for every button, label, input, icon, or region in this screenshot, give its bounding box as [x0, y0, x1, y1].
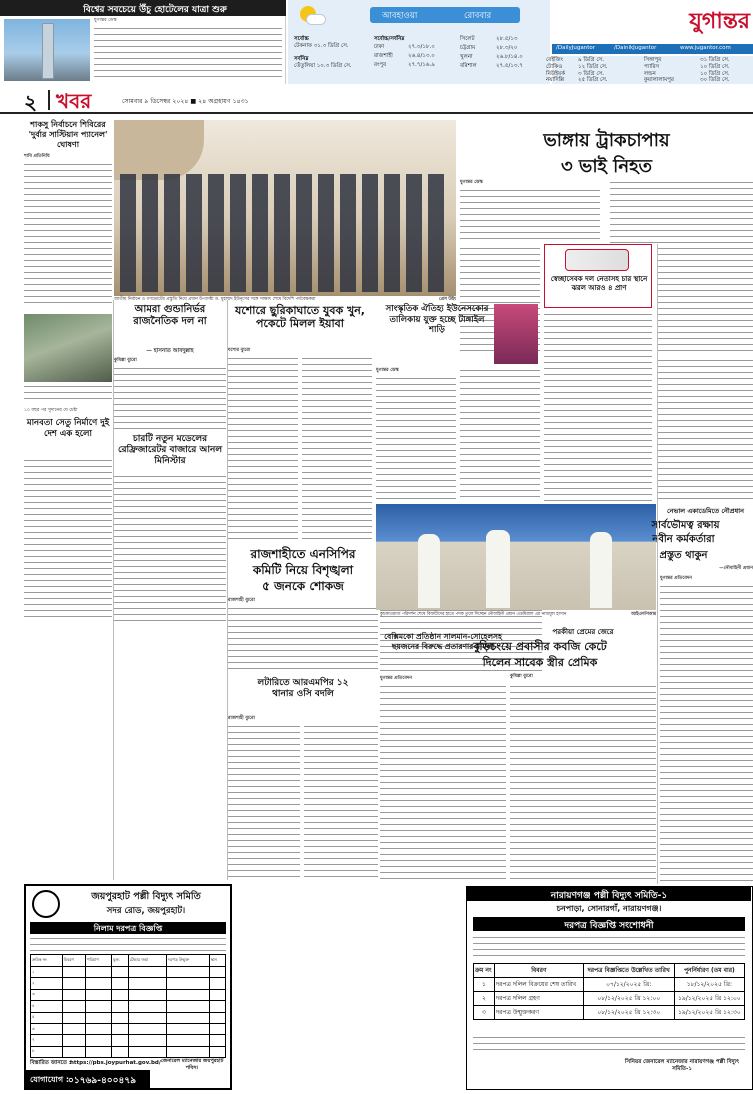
fridge-story [114, 432, 226, 628]
ng-table-header: দরপত্র বিজ্ঞপ্তিতে উল্লেখিত তারিখ [583, 964, 674, 978]
ad-row-no: ৬ [31, 1023, 63, 1034]
lover-kicker: পরকীয়া প্রেমের জেরে [552, 628, 614, 636]
tangail-text-b [460, 368, 540, 502]
politics-quote: — হাসনাত আবদুল্লাহ [146, 348, 194, 354]
city-temp: ২৭.৭/১৬.৯ [408, 62, 435, 68]
lottery-credit: রাজশাহী ব্যুরো [228, 716, 255, 721]
lottery-headline: লটারিতে আরএমপির ১২ থানার ওসি বদলি [257, 678, 349, 699]
website-link[interactable]: www.jugantor.com [680, 45, 731, 51]
weather-panel [288, 0, 550, 84]
saree-photo [494, 304, 538, 364]
lottery-text-b [304, 724, 378, 880]
city-temp: ২৬.৪/১৩.০ [408, 53, 435, 59]
promo-text [94, 26, 282, 80]
city-name: বরিশাল [460, 63, 477, 69]
ng-notice: দরপত্র বিজ্ঞপ্তি সংশোধনী [564, 921, 654, 931]
navy-text [660, 584, 753, 884]
column-rule [227, 300, 228, 880]
world-temp: ১০ ডিগ্রি সে. [700, 71, 730, 77]
politics-credit: কুমিল্লা ব্যুরো [114, 358, 137, 363]
lead-photo-caption: জাতীয় নির্বাচন ও গণভোটের প্রস্তুতি নিয়ে প্রধান উপদেষ্টা ড. মুহাম্মদ ইউনূসের সঙ্গে সাক্ষাৎ শেষে বিদেশি পর্যবেক্ষকরা [114, 297, 316, 302]
weather-day: রোববার [464, 11, 492, 21]
ng-org: নারায়ণগঞ্জ পল্লী বিদ্যুৎ সমিতি-১ [550, 891, 668, 901]
twitter-link[interactable]: /DainikJugantor [614, 45, 657, 51]
left-story-byline: শাবি প্রতিনিধি [24, 154, 50, 159]
politics-text [114, 366, 226, 430]
city-name: চট্টগ্রাম [460, 45, 476, 51]
world-temp: ৩১ ডিগ্রি সে. [700, 57, 730, 63]
extreme-value-min: তেঁতুলিয়া ১০.৩ ডিগ্রি সে. [294, 63, 352, 69]
ng-row-no: ১ [474, 978, 495, 992]
ad-details-label: বিস্তারিত জানতে : [30, 1060, 72, 1066]
ad-notice-bar [30, 922, 226, 934]
promo-credit: যুগান্তর ডেস্ক [94, 18, 117, 23]
ad-row-no: ১ [31, 967, 63, 978]
world-temp: ১২ ডিগ্রি সে. [578, 64, 608, 70]
ambulance-icon [565, 249, 629, 271]
header-divider [48, 90, 50, 110]
city-name: সিলেট [460, 36, 475, 42]
ad-table-header: দরপত্র উন্মুক্ত [166, 955, 209, 967]
city-name: রাজশাহী [374, 53, 393, 59]
jessore-credit: যশোর ব্যুরো [228, 348, 251, 353]
rajshahi-headline-3: ৫ জনকে শোকজ [262, 579, 344, 593]
lead-photo [114, 120, 456, 296]
navy-photo-caption: কুচকাওয়াজ পরিদর্শন শেষে বিজয়ীদের হাতে পদক তুলে দিচ্ছেন নৌবাহিনী প্রধান এডমিরাল এম নাজমুল হাসান [380, 612, 567, 617]
salman-headline: বেক্সিমকো প্রতিষ্ঠান সালমান-সোহেলসহ ছয়জনের বিরুদ্ধে প্রতারণার মামলা [384, 632, 502, 651]
world-weather [546, 56, 753, 84]
ng-intro [473, 935, 745, 959]
ng-row-old: ০৭/১২/২০২৫ খ্রি: [583, 978, 674, 992]
ad-table-header: ক্রমিক নং [31, 955, 63, 967]
city-name: খুলনা [460, 54, 473, 60]
rajshahi-story [228, 544, 378, 674]
joypurhat-ad [24, 884, 232, 1090]
facebook-link[interactable]: /DailyJugantor [556, 45, 596, 51]
ng-row-new: ১৯/১২/২০২৫ খ্রি ১২:৩০ [674, 1006, 744, 1020]
navy-photo-credit: আইএসপিআর [631, 612, 656, 617]
extreme-label-min: সর্বনিম্ন [294, 56, 309, 62]
tangail-story [376, 302, 540, 502]
salman-credit: যুগান্তর প্রতিবেদন [380, 676, 413, 681]
promo-title-bar [0, 0, 286, 16]
lover-credit: কুমিল্লা ব্যুরো [510, 674, 533, 679]
social-bar [552, 44, 753, 54]
world-city: নয়াদিল্লি [546, 77, 565, 83]
ng-notice-bar [473, 917, 745, 931]
city-temp: ২৮.৩/২০ [496, 45, 518, 51]
navy-credit: যুগান্তর প্রতিবেদন [660, 576, 693, 581]
staircase-shape [114, 120, 204, 180]
world-temp: ৩ ডিগ্রি সে. [578, 71, 605, 77]
bridge-kicker: ১০ বছর পর সুদানের যে চেষ্টা [24, 408, 78, 413]
ad-table [30, 954, 226, 1058]
section-name: খবর [56, 89, 92, 113]
pbs-logo-icon [32, 890, 60, 918]
fridge-headline: চারটি নতুন মডেলের রেফ্রিজারেটর বাজারে আনল মিনিস্টার [117, 434, 223, 466]
ad-header-bar [467, 887, 751, 901]
extreme-label-max: সর্বোচ্চ [294, 36, 309, 42]
ng-table [473, 963, 745, 1020]
lover-text [510, 684, 656, 884]
city-name: রংপুর [374, 62, 387, 68]
navy-headline-3: নবীন কর্মকর্তারা [652, 534, 715, 545]
salman-text [380, 684, 506, 880]
ng-footer-text [473, 1035, 745, 1051]
fridge-text [114, 474, 226, 624]
weather-tab [370, 7, 520, 23]
tangail-text-a [376, 376, 456, 502]
city-temp: ২৮.৫/১৩ [496, 36, 518, 42]
ad-row-no: ৩ [31, 989, 63, 1000]
top-promo [0, 0, 286, 84]
lover-story [473, 624, 656, 884]
world-temp: ৯ ডিগ্রি সে. [578, 57, 604, 63]
ng-row-old: ০৮/১২/২০২৫ খ্রি ১২:৩০ [583, 1006, 674, 1020]
ng-row-item: দরপত্র উন্মুক্তকরণ [495, 1006, 584, 1020]
navy-headline-1: নেভাল একাডেমিতে নৌপ্রধান [667, 507, 744, 515]
navy-quote: —নৌবাহিনী প্রধান [719, 566, 753, 571]
accident-title: স্বেচ্ছাসেবক দল নেতাসহ চার স্থানে ঝরল আরও ৪ প্রাণ [550, 275, 648, 292]
ng-row-old: ০৮/১২/২০২৫ খ্রি ১২:০০ [583, 992, 674, 1006]
jessore-text-a [228, 356, 298, 542]
officer-1 [418, 534, 440, 608]
jessore-headline: যশোরে ছুরিকাঘাতে যুবক খুন, পকেটে মিলল ইয়াবা [235, 304, 365, 330]
left-story-title: শাকসু নির্বাচনে শিবিরের 'দুর্বার সাস্টিয়ান প্যানেল' ঘোষণা [28, 120, 108, 149]
tangail-credit: যুগান্তর ডেস্ক [376, 368, 399, 373]
people-group [120, 174, 450, 292]
officer-2 [486, 530, 510, 608]
left-story [24, 120, 112, 310]
ad-contact-label: যোগাযোগ : [30, 1075, 70, 1084]
ng-row-item: দরপত্র দলিল গ্রহণ [495, 992, 584, 1006]
promo-title: বিশ্বের সবচেয়ে উঁচু হোটেলের যাত্রা শুরু [83, 5, 227, 15]
truck-headline-1: ভাঙ্গায় ট্রাকচাপায় [543, 130, 670, 151]
ad-contact-bar [26, 1070, 150, 1088]
truck-text-col2 [610, 180, 753, 244]
ng-row-no: ৩ [474, 1006, 495, 1020]
weather-label: আবহাওয়া [382, 11, 418, 21]
column-rule [113, 300, 114, 880]
rajshahi-credit: রাজশাহী ব্যুরো [228, 598, 255, 603]
world-temp: ২৫ ডিগ্রি সে. [578, 77, 608, 83]
hotel-photo [4, 19, 90, 81]
world-city: নিউইয়র্ক [546, 71, 566, 77]
ad-signer: জেনারেল ম্যানেজার জয়পুরহাট পবিস। [160, 1058, 224, 1071]
world-city: সিঙ্গাপুর [644, 57, 662, 63]
rajshahi-headline-1: রাজশাহীতে এনসিপির [250, 547, 356, 561]
city-temp: ২৭.৫/১৩.৭ [496, 63, 523, 69]
politics-headline: আমরা গুন্ডানির্ভর রাজনৈতিক দল না [133, 304, 207, 327]
page-date: সোমবার ৯ ডিসেম্বর ২০২৪ ■ ২৪ অগ্রহায়ণ ১৪৩১ [122, 98, 249, 105]
ad-notice: নিলাম দরপত্র বিজ্ঞপ্তি [93, 924, 163, 933]
ng-table-header: ক্রম নং [474, 964, 495, 978]
ad-row-no: ৫ [31, 1012, 63, 1023]
truck-credit: যুগান্তর ডেস্ক [460, 180, 483, 185]
truck-text-col1 [460, 188, 600, 244]
navy-headline-2: সার্বভৌমত্ব রক্ষায় [651, 520, 720, 531]
narayanganj-ad [466, 886, 753, 1090]
world-city: টোকিও [546, 64, 563, 70]
ad-row-no: ৮ [31, 1046, 63, 1057]
lead-photo-credit: প্রেস উইং [438, 297, 456, 302]
lover-headline-2: দিলেন সাবেক স্ত্রীর প্রেমিক [482, 656, 598, 669]
world-city: প্যারিস [644, 64, 660, 70]
tangail-headline: সাংস্কৃতিক ঐতিহ্য ইউনেসকোর তালিকায় যুক্ত হচ্ছে টাঙ্গাইল শাড়ি [385, 304, 489, 335]
masthead [552, 0, 753, 46]
column-rule [657, 244, 658, 884]
ad-address: সদর রোড, জয়পুরহাট। [106, 906, 186, 916]
navy-headline-4: প্রস্তুত থাকুন [659, 550, 708, 561]
world-temp: ১০ ডিগ্রি সে. [700, 64, 730, 70]
ng-table-header: বিবরণ [495, 964, 584, 978]
ad-org: জয়পুরহাট পল্লী বিদ্যুৎ সমিতি [91, 891, 201, 902]
sun-cloud-icon [296, 6, 326, 26]
world-city: লন্ডন [644, 71, 656, 77]
ad-row-no: ৪ [31, 1001, 63, 1012]
ad-table-header: মূল্য [112, 955, 129, 967]
left-photo [24, 314, 112, 382]
left-photo-caption [24, 384, 112, 404]
ad-contact: ০১৭৬৯-৪০০৪৭৯ [68, 1076, 137, 1086]
ng-signer: সিনিয়র জেনারেল ম্যানেজার নারায়ণগঞ্জ পল্লী বিদ্যুৎ সমিতি-১ [624, 1059, 740, 1072]
accident-box [544, 244, 652, 308]
truck-text-col6 [658, 358, 753, 502]
ng-row-new: ১৯/১২/২০২৫ খ্রি ১২:০০ [674, 992, 744, 1006]
ad-table-header: স্থান [209, 955, 225, 967]
page-header [0, 86, 753, 114]
ad-table-header: বিবরণ [62, 955, 85, 967]
world-temp: ৩০ ডিগ্রি সে. [700, 77, 730, 83]
lover-headline-1: বুড়িচংয়ে প্রবাসীর কবজি কেটে [473, 640, 607, 653]
truck-text-col5 [544, 312, 652, 502]
ng-row-new: ১৮/১২/২০২৫ খ্রি: [674, 978, 744, 992]
page-number: ২ [24, 90, 38, 114]
ad-table-header: টেন্ডার জমা [128, 955, 166, 967]
rajshahi-text [228, 606, 378, 670]
bridge-headline: মানবতা সেতু নির্মাণে দুই দেশ এক হলো [26, 418, 110, 439]
city-temp: ২৬.৮/১৪.০ [496, 54, 523, 60]
tower-shape [42, 23, 54, 79]
ad-row-no: ৭ [31, 1035, 63, 1046]
jessore-story [228, 302, 372, 542]
truck-headline-2: ৩ ভাই নিহত [560, 156, 653, 177]
ad-intro [30, 936, 226, 952]
officer-3 [590, 532, 612, 608]
jessore-text-b [302, 356, 372, 542]
world-city: বেইজিং [546, 57, 564, 63]
city-temp: ২৭.৩/১৮.০ [408, 44, 435, 50]
bridge-text [24, 458, 112, 620]
ad-row-no: ২ [31, 978, 63, 989]
truck-text-col4 [658, 246, 753, 356]
extreme-value-max: টেকনাফ ৩১.৩ ডিগ্রি সে. [294, 43, 349, 49]
lottery-text-a [228, 724, 300, 880]
lottery-story [228, 676, 378, 882]
ng-row-no: ২ [474, 992, 495, 1006]
ng-table-header: পুনর্নির্ধারণ (তম বার) [674, 964, 744, 978]
ng-row-item: দরপত্র দলিল বিক্রয়ের শেষ তারিখ [495, 978, 584, 992]
politics-story [114, 302, 226, 432]
ng-address: চনপাড়া, সোনারগাঁ, নারায়ণগঞ্জ। [556, 904, 662, 913]
rajshahi-headline-2: কমিটি নিয়ে বিশৃঙ্খলা [252, 563, 354, 577]
truck-story [460, 120, 753, 244]
city-name: ঢাকা [374, 44, 385, 50]
ad-table-header: পরিমাণ [85, 955, 111, 967]
masthead-logo: যুগান্তর [689, 8, 750, 34]
weather-col-header: সর্বোচ্চ/সর্বনিম্ন [374, 36, 405, 42]
left-story-text [24, 162, 112, 308]
world-city: কুয়ালালামপুর [644, 77, 674, 83]
ad-website[interactable]: https://pbs.joypurhat.gov.bd/ [70, 1060, 161, 1066]
